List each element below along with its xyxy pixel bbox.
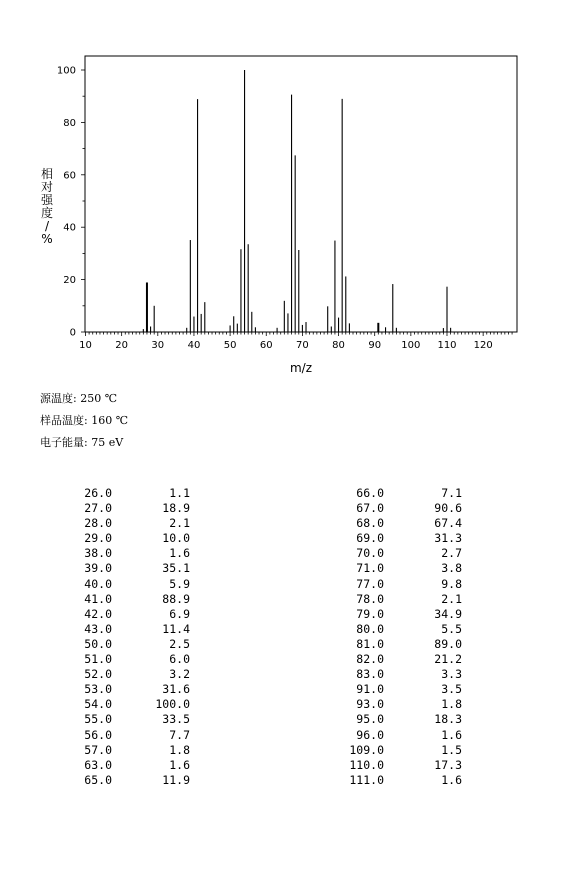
y-axis-title-char: 强 <box>40 193 54 207</box>
y-tick-label: 80 <box>63 117 76 129</box>
peak-mz-value: 95.0 <box>356 712 384 727</box>
peak-table-row <box>340 667 462 682</box>
peak-mz-value: 68.0 <box>356 516 384 531</box>
peak-mz-value: 54.0 <box>84 697 112 712</box>
peak-intensity-value: 35.1 <box>162 561 190 576</box>
peak-mz-value: 96.0 <box>356 727 384 742</box>
peak-intensity-value: 5.9 <box>169 576 190 591</box>
peak-mz-value: 91.0 <box>356 682 384 697</box>
x-tick-label: 70 <box>296 340 309 351</box>
peak-intensity-value: 18.3 <box>434 712 462 727</box>
y-tick-label: 40 <box>63 222 76 234</box>
peak-mz-value: 67.0 <box>356 501 384 516</box>
peak-table-row <box>68 486 190 501</box>
peak-mz-value: 83.0 <box>356 667 384 682</box>
peak-table-row <box>68 577 190 592</box>
peak-table-row <box>68 622 190 637</box>
y-axis-title-char: % <box>41 232 53 246</box>
y-axis-title-char: 对 <box>40 180 54 194</box>
peak-intensity-value: 1.5 <box>441 742 462 757</box>
peak-intensity-value: 7.1 <box>441 486 462 500</box>
peak-mz-value: 78.0 <box>356 591 384 606</box>
peak-mz-value: 42.0 <box>84 606 112 621</box>
peak-table-row <box>68 758 190 773</box>
peak-mz-value: 26.0 <box>84 486 112 500</box>
peak-table-left <box>68 486 190 788</box>
x-tick-label: 100 <box>401 340 421 351</box>
minor-ticks <box>86 332 513 336</box>
peak-mz-value: 51.0 <box>84 652 112 667</box>
peak-mz-value: 93.0 <box>356 697 384 712</box>
peak-table-row <box>68 637 190 652</box>
peak-intensity-value: 1.1 <box>169 486 190 500</box>
peak-intensity-value: 1.6 <box>169 546 190 561</box>
peak-table-row <box>340 486 462 501</box>
peak-table-row <box>340 712 462 727</box>
plot-frame <box>85 56 517 332</box>
mass-spectrum-chart <box>0 0 570 380</box>
y-axis-ticks <box>57 66 85 339</box>
electron-energy: 电子能量: 75 eV <box>40 436 124 449</box>
peak-table-right <box>340 486 462 788</box>
peak-table-row <box>68 712 190 727</box>
peak-intensity-value: 2.1 <box>441 591 462 606</box>
peak-intensity-value: 88.9 <box>162 591 190 606</box>
peak-intensity-value: 3.2 <box>169 667 190 682</box>
peak-mz-value: 55.0 <box>84 712 112 727</box>
peak-table-row <box>340 773 462 788</box>
peak-mz-value: 57.0 <box>84 742 112 757</box>
peak-table-row <box>340 682 462 697</box>
peak-table-row <box>340 592 462 607</box>
peak-table-row <box>68 546 190 561</box>
peak-intensity-value: 1.6 <box>441 772 462 787</box>
peak-intensity-value: 5.5 <box>441 621 462 636</box>
x-axis-title: m/z <box>289 361 313 375</box>
peak-intensity-value: 1.8 <box>441 697 462 712</box>
peak-mz-value: 56.0 <box>84 727 112 742</box>
peak-table-row <box>68 697 190 712</box>
y-axis-title-char: 度 <box>40 206 54 220</box>
peak-mz-value: 66.0 <box>356 486 384 500</box>
peak-intensity-value: 9.8 <box>441 576 462 591</box>
sample-temperature: 样品温度: 160 ℃ <box>40 414 128 427</box>
source-temperature: 源温度: 250 ℃ <box>40 392 117 405</box>
peak-mz-value: 39.0 <box>84 561 112 576</box>
peak-table-row <box>340 652 462 667</box>
peak-mz-value: 81.0 <box>356 636 384 651</box>
peak-intensity-value: 31.6 <box>162 682 190 697</box>
peak-intensity-value: 21.2 <box>434 652 462 667</box>
y-tick-label: 100 <box>56 65 76 77</box>
x-tick-label: 110 <box>437 340 457 351</box>
x-tick-label: 60 <box>259 340 273 351</box>
peak-mz-value: 82.0 <box>356 652 384 667</box>
peak-intensity-value: 1.6 <box>169 757 190 772</box>
peak-intensity-value: 89.0 <box>434 636 462 651</box>
peak-intensity-value: 100.0 <box>155 697 190 712</box>
peak-intensity-value: 7.7 <box>169 727 190 742</box>
peak-table-row <box>340 516 462 531</box>
peak-table-row <box>68 773 190 788</box>
peak-mz-value: 29.0 <box>84 531 112 546</box>
peak-mz-value: 79.0 <box>356 606 384 621</box>
peak-mz-value: 50.0 <box>84 636 112 651</box>
x-tick-label: 80 <box>332 340 345 351</box>
peak-intensity-value: 1.8 <box>169 742 190 757</box>
peak-table-row <box>340 743 462 758</box>
peak-table-row <box>68 743 190 758</box>
peak-table-row <box>68 531 190 546</box>
y-axis-title-char: 相 <box>40 167 54 181</box>
peak-mz-value: 43.0 <box>84 621 112 636</box>
peak-intensity-value: 1.6 <box>441 727 462 742</box>
peak-intensity-value: 34.9 <box>434 606 462 621</box>
x-tick-label: 120 <box>473 340 493 351</box>
peak-table-row <box>340 697 462 712</box>
peak-table-row <box>68 682 190 697</box>
x-tick-label: 50 <box>223 340 237 351</box>
peak-intensity-value: 2.5 <box>169 636 190 651</box>
peak-table-row <box>340 728 462 743</box>
peak-mz-value: 77.0 <box>356 576 384 591</box>
peak-mz-value: 65.0 <box>84 772 112 787</box>
peak-table-row <box>68 607 190 622</box>
peak-table-row <box>68 728 190 743</box>
y-tick-label: 60 <box>63 170 76 182</box>
peak-intensity-value: 90.6 <box>434 501 462 516</box>
peak-table-row <box>340 622 462 637</box>
peak-table-row <box>68 592 190 607</box>
y-tick-label: 0 <box>69 327 76 339</box>
peak-mz-value: 63.0 <box>84 757 112 772</box>
peak-mz-value: 109.0 <box>349 742 384 757</box>
peak-mz-value: 41.0 <box>84 591 112 606</box>
peak-mz-value: 69.0 <box>356 531 384 546</box>
peak-mz-value: 40.0 <box>84 576 112 591</box>
x-tick-label: 20 <box>115 340 129 351</box>
peak-intensity-value: 11.4 <box>162 621 190 636</box>
peak-mz-value: 71.0 <box>356 561 384 576</box>
peak-intensity-value: 31.3 <box>434 531 462 546</box>
peak-intensity-value: 33.5 <box>162 712 190 727</box>
peak-intensity-value: 2.7 <box>441 546 462 561</box>
y-axis-title-char: / <box>44 219 50 233</box>
peak-table-row <box>340 561 462 576</box>
peak-mz-value: 52.0 <box>84 667 112 682</box>
peak-mz-value: 27.0 <box>84 501 112 516</box>
peak-table-row <box>340 577 462 592</box>
peak-intensity-value: 67.4 <box>434 516 462 531</box>
peak-table-row <box>68 652 190 667</box>
peak-table-row <box>340 531 462 546</box>
peak-intensity-value: 3.5 <box>441 682 462 697</box>
peak-table-row <box>340 546 462 561</box>
peak-table-row <box>68 516 190 531</box>
peak-table-row <box>340 637 462 652</box>
peak-intensity-value: 6.0 <box>169 652 190 667</box>
x-tick-label: 10 <box>79 340 92 351</box>
peak-intensity-value: 3.3 <box>441 667 462 682</box>
x-tick-label: 90 <box>368 340 382 351</box>
peak-mz-value: 53.0 <box>84 682 112 697</box>
peak-table-row <box>340 758 462 773</box>
x-axis-ticks <box>79 340 493 351</box>
peak-mz-value: 28.0 <box>84 516 112 531</box>
peak-table-row <box>340 501 462 516</box>
y-tick-label: 20 <box>63 275 76 287</box>
peak-mz-value: 111.0 <box>349 772 384 787</box>
peak-intensity-value: 11.9 <box>162 772 190 787</box>
peak-intensity-value: 2.1 <box>169 516 190 531</box>
peak-table-row <box>68 667 190 682</box>
peak-bars <box>143 70 450 332</box>
peak-mz-value: 38.0 <box>84 546 112 561</box>
x-tick-label: 40 <box>187 340 201 351</box>
peak-intensity-value: 3.8 <box>441 561 462 576</box>
x-tick-label: 30 <box>151 340 165 351</box>
peak-table-row <box>68 561 190 576</box>
experiment-conditions <box>40 388 128 454</box>
peak-mz-value: 80.0 <box>356 621 384 636</box>
peak-intensity-value: 10.0 <box>162 531 190 546</box>
y-axis-title <box>41 166 54 246</box>
peak-mz-value: 110.0 <box>349 757 384 772</box>
peak-table-row <box>340 607 462 622</box>
peak-intensity-value: 17.3 <box>434 757 462 772</box>
peak-intensity-value: 6.9 <box>169 606 190 621</box>
peak-intensity-value: 18.9 <box>162 501 190 516</box>
peak-table-row <box>68 501 190 516</box>
peak-mz-value: 70.0 <box>356 546 384 561</box>
